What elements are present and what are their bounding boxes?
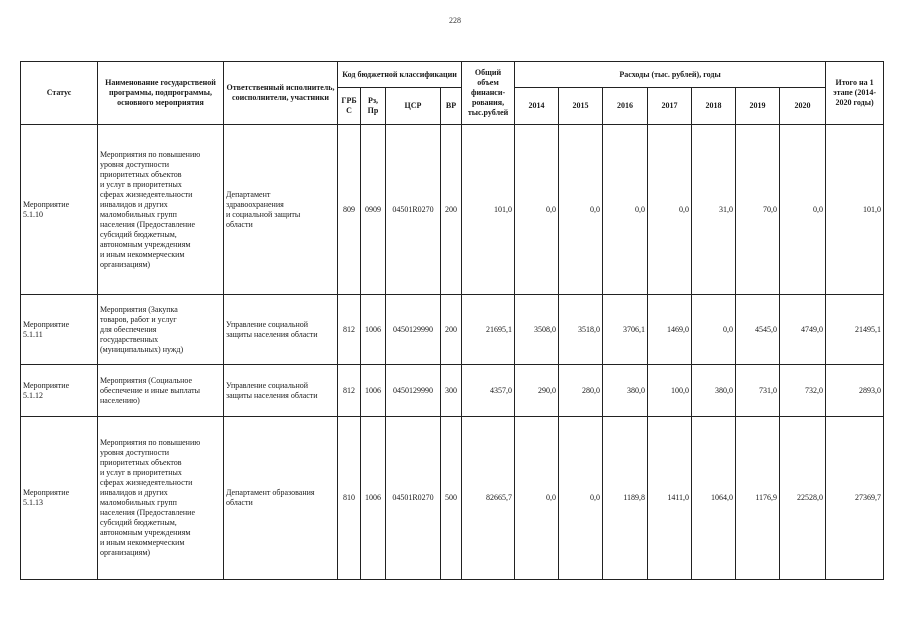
row-year-value: 380,0 bbox=[603, 365, 648, 417]
header-year: 2017 bbox=[648, 88, 692, 125]
header-budget-code: Код бюджетной классификации bbox=[338, 62, 462, 88]
table-row bbox=[21, 125, 884, 295]
row-year-value: 0,0 bbox=[559, 417, 603, 580]
row-year-value: 100,0 bbox=[648, 365, 692, 417]
row-year-value: 4545,0 bbox=[736, 295, 780, 365]
row-executor: Управление социальной защиты населения области bbox=[224, 365, 338, 417]
row-csr: 0450129990 bbox=[386, 365, 441, 417]
header-rzpr: Рз, Пр bbox=[361, 88, 386, 125]
row-year-value: 31,0 bbox=[692, 125, 736, 295]
row-total: 21695,1 bbox=[462, 295, 515, 365]
row-year-value: 70,0 bbox=[736, 125, 780, 295]
page-number: 228 bbox=[449, 16, 461, 25]
header-csr: ЦСР bbox=[386, 88, 441, 125]
row-itogo: 101,0 bbox=[826, 125, 884, 295]
header-year: 2018 bbox=[692, 88, 736, 125]
row-vr: 200 bbox=[441, 295, 462, 365]
row-name: Мероприятия (Социальное обеспечение и иные выплаты населению) bbox=[98, 365, 224, 417]
header-year: 2019 bbox=[736, 88, 780, 125]
budget-table bbox=[20, 61, 884, 580]
row-year-value: 731,0 bbox=[736, 365, 780, 417]
row-csr: 04501R0270 bbox=[386, 125, 441, 295]
header-year: 2016 bbox=[603, 88, 648, 125]
row-vr: 500 bbox=[441, 417, 462, 580]
table-header bbox=[21, 62, 884, 125]
row-rzpr: 1006 bbox=[361, 417, 386, 580]
row-year-value: 4749,0 bbox=[780, 295, 826, 365]
header-status: Статус bbox=[21, 62, 98, 125]
row-year-value: 280,0 bbox=[559, 365, 603, 417]
header-year: 2014 bbox=[515, 88, 559, 125]
row-itogo: 27369,7 bbox=[826, 417, 884, 580]
header-grbs: ГРБ С bbox=[338, 88, 361, 125]
row-status: Мероприятие 5.1.13 bbox=[21, 417, 98, 580]
row-rzpr: 0909 bbox=[361, 125, 386, 295]
row-year-value: 380,0 bbox=[692, 365, 736, 417]
row-rzpr: 1006 bbox=[361, 295, 386, 365]
row-year-value: 1064,0 bbox=[692, 417, 736, 580]
row-total: 101,0 bbox=[462, 125, 515, 295]
row-executor: Управление социальной защиты населения области bbox=[224, 295, 338, 365]
row-status: Мероприятие 5.1.11 bbox=[21, 295, 98, 365]
row-year-value: 1469,0 bbox=[648, 295, 692, 365]
row-year-value: 3518,0 bbox=[559, 295, 603, 365]
row-grbs: 812 bbox=[338, 295, 361, 365]
row-year-value: 0,0 bbox=[648, 125, 692, 295]
table-row bbox=[21, 365, 884, 417]
row-year-value: 732,0 bbox=[780, 365, 826, 417]
header-year: 2015 bbox=[559, 88, 603, 125]
row-year-value: 0,0 bbox=[603, 125, 648, 295]
header-itogo: Итого на 1 этапе (2014-2020 годы) bbox=[826, 62, 884, 125]
row-status: Мероприятие 5.1.12 bbox=[21, 365, 98, 417]
row-rzpr: 1006 bbox=[361, 365, 386, 417]
row-executor: Департамент здравоохранения и социальной защиты области bbox=[224, 125, 338, 295]
row-total: 4357,0 bbox=[462, 365, 515, 417]
row-year-value: 1176,9 bbox=[736, 417, 780, 580]
header-expenses: Расходы (тыс. рублей), годы bbox=[515, 62, 826, 88]
row-total: 82665,7 bbox=[462, 417, 515, 580]
row-name: Мероприятия (Закупка товаров, работ и услуг для обеспечения государственных (муниципальных) нужд) bbox=[98, 295, 224, 365]
table-row bbox=[21, 295, 884, 365]
row-year-value: 0,0 bbox=[780, 125, 826, 295]
row-grbs: 812 bbox=[338, 365, 361, 417]
row-year-value: 1411,0 bbox=[648, 417, 692, 580]
header-executor: Ответственный исполнитель, соисполнители, участники bbox=[224, 62, 338, 125]
header-vr: ВР bbox=[441, 88, 462, 125]
row-year-value: 1189,8 bbox=[603, 417, 648, 580]
row-year-value: 290,0 bbox=[515, 365, 559, 417]
row-year-value: 3706,1 bbox=[603, 295, 648, 365]
row-year-value: 0,0 bbox=[559, 125, 603, 295]
row-status: Мероприятие 5.1.10 bbox=[21, 125, 98, 295]
header-total-volume: Общий объем финанси-рования, тыс.рублей bbox=[462, 62, 515, 125]
table-row bbox=[21, 417, 884, 580]
row-vr: 300 bbox=[441, 365, 462, 417]
row-executor: Департамент образования области bbox=[224, 417, 338, 580]
header-year: 2020 bbox=[780, 88, 826, 125]
row-grbs: 810 bbox=[338, 417, 361, 580]
row-grbs: 809 bbox=[338, 125, 361, 295]
row-itogo: 21495,1 bbox=[826, 295, 884, 365]
row-year-value: 0,0 bbox=[515, 125, 559, 295]
row-itogo: 2893,0 bbox=[826, 365, 884, 417]
row-year-value: 0,0 bbox=[692, 295, 736, 365]
row-year-value: 0,0 bbox=[515, 417, 559, 580]
header-name: Наименование государственой программы, подпрограммы, основного мероприятия bbox=[98, 62, 224, 125]
row-csr: 04501R0270 bbox=[386, 417, 441, 580]
row-year-value: 3508,0 bbox=[515, 295, 559, 365]
row-csr: 0450129990 bbox=[386, 295, 441, 365]
row-name: Мероприятия по повышению уровня доступности приоритетных объектов и услуг в приоритетных сферах жизнедеятельности инвалидов и других маломобильных групп населения (Предоставление субсидий бюджетным, автономным учреждениям и иным некоммерческим организациям) bbox=[98, 417, 224, 580]
row-name: Мероприятия по повышению уровня доступности приоритетных объектов и услуг в приоритетных сферах жизнедеятельности инвалидов и других маломобильных групп населения (Предоставление субсидий бюджетным, автономным учреждениям и иным некоммерческим организациям) bbox=[98, 125, 224, 295]
row-year-value: 22528,0 bbox=[780, 417, 826, 580]
row-vr: 200 bbox=[441, 125, 462, 295]
